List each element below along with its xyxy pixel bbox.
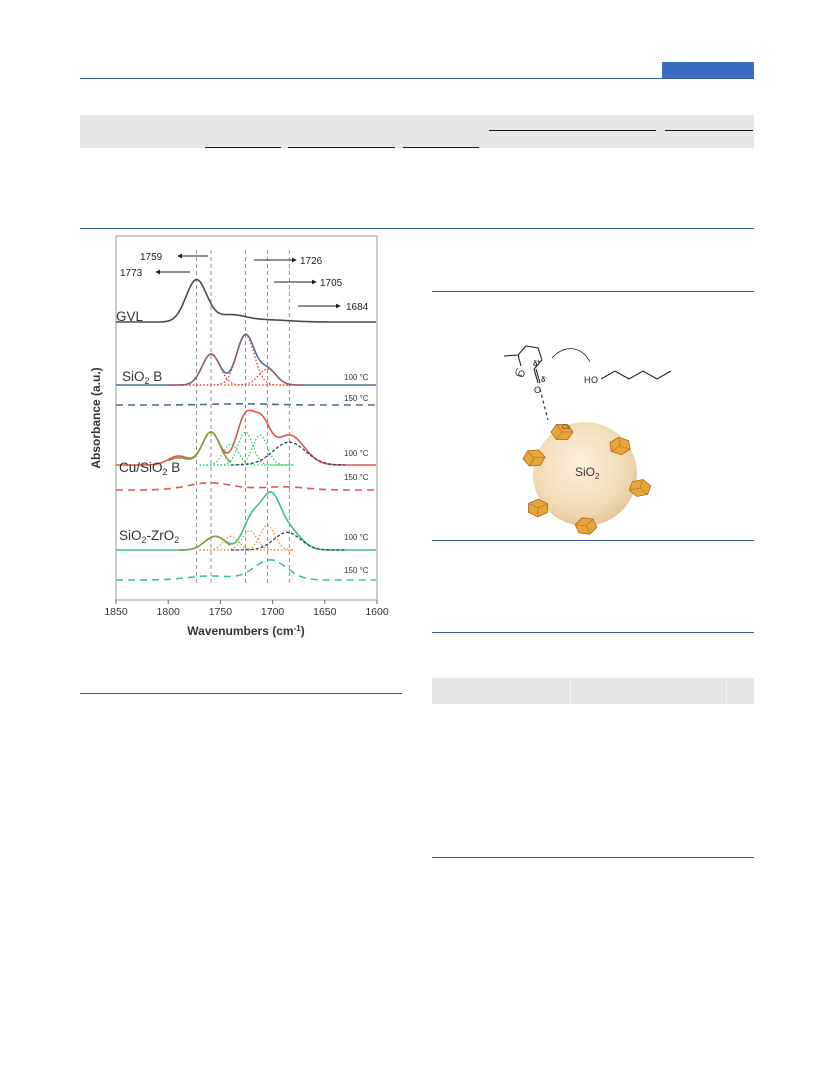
x-tick-label: 1700 (260, 606, 285, 618)
arrow-label: 1759 (140, 252, 163, 263)
temp-label-100: 100 °C (344, 533, 369, 542)
temp-label-150: 150 °C (344, 473, 369, 482)
sample-label-sio2-zro2: SiO$_2$-ZrO$_2$ (119, 528, 180, 545)
fit-component-sio2 (168, 369, 303, 385)
alcohol-hydrogen: H (584, 375, 591, 385)
gvl-molecule (504, 346, 590, 420)
alcohol-oxygen: O (591, 375, 599, 385)
carbonyl-oxygen: O (534, 385, 542, 395)
series-line-zr-150 (116, 560, 376, 580)
arrow-label: 1773 (120, 268, 143, 279)
x-tick-label: 1750 (208, 606, 233, 618)
x-tick-label: 1650 (313, 606, 337, 618)
header-tab (662, 62, 754, 78)
table-header-band (80, 115, 754, 148)
arrow-label: 1705 (320, 278, 343, 289)
section-rule (432, 857, 754, 858)
x-tick-label: 1800 (156, 606, 180, 618)
arrow-label: 1684 (346, 302, 369, 313)
fit-component-zr (231, 532, 345, 550)
metal-label: Cu (562, 425, 570, 431)
header-rule (80, 78, 754, 79)
fit-component-cu (168, 432, 231, 462)
table2-header-band (432, 678, 754, 704)
wavenumber-arrows (120, 252, 369, 313)
series-line-sio2-150 (116, 404, 376, 405)
table-rule (205, 147, 281, 148)
fit-component-zr (200, 525, 294, 550)
x-tick-label: 1600 (365, 606, 389, 618)
temp-label-150: 150 °C (344, 566, 369, 575)
section-rule (432, 540, 754, 541)
sample-label-cu-sio2: Cu/SiO$_2$ B (119, 460, 181, 477)
table-rule (288, 147, 395, 148)
fit-component-sio2 (168, 335, 303, 385)
section-rule (432, 632, 754, 633)
table2-band-separator (726, 678, 727, 704)
y-axis-title: Absorbance (a.u.) (89, 367, 103, 469)
arrow-label: 1726 (300, 256, 323, 267)
section-rule (432, 291, 754, 292)
table2-band-separator (570, 678, 571, 704)
table-bottom-rule (80, 228, 754, 229)
fit-component-cu (231, 442, 345, 465)
table-rule (665, 130, 753, 131)
temp-label-100: 100 °C (344, 373, 369, 382)
table-rule (403, 147, 479, 148)
sample-label-gvl: GVL (116, 309, 144, 324)
sample-label-sio2: SiO$_2$ B (122, 369, 163, 386)
partial-positive: δ+ (533, 359, 541, 368)
table-rule (489, 130, 656, 131)
x-tick-label: 1850 (104, 606, 128, 618)
support-label: SiO$_2$ (575, 465, 600, 481)
adsorption-scheme (490, 338, 700, 536)
fit-component-zr (200, 531, 294, 550)
ftir-chart (82, 234, 404, 644)
temp-label-150: 150 °C (344, 394, 369, 403)
pentanol-chain (601, 371, 671, 379)
series-line-cu-150 (116, 483, 376, 490)
series-line-cu-100 (116, 410, 376, 465)
figure-caption-rule (80, 693, 402, 694)
ring-oxygen: O (518, 369, 526, 379)
plot-frame (116, 236, 377, 600)
fit-component-cu (200, 444, 294, 465)
partial-negative: δ- (541, 375, 547, 384)
x-axis-ticks (104, 600, 389, 618)
fit-component-cu (200, 435, 294, 465)
x-axis-title: Wavenumbers $(cm^{-1})$ (187, 624, 305, 638)
temp-label-100: 100 °C (344, 449, 369, 458)
